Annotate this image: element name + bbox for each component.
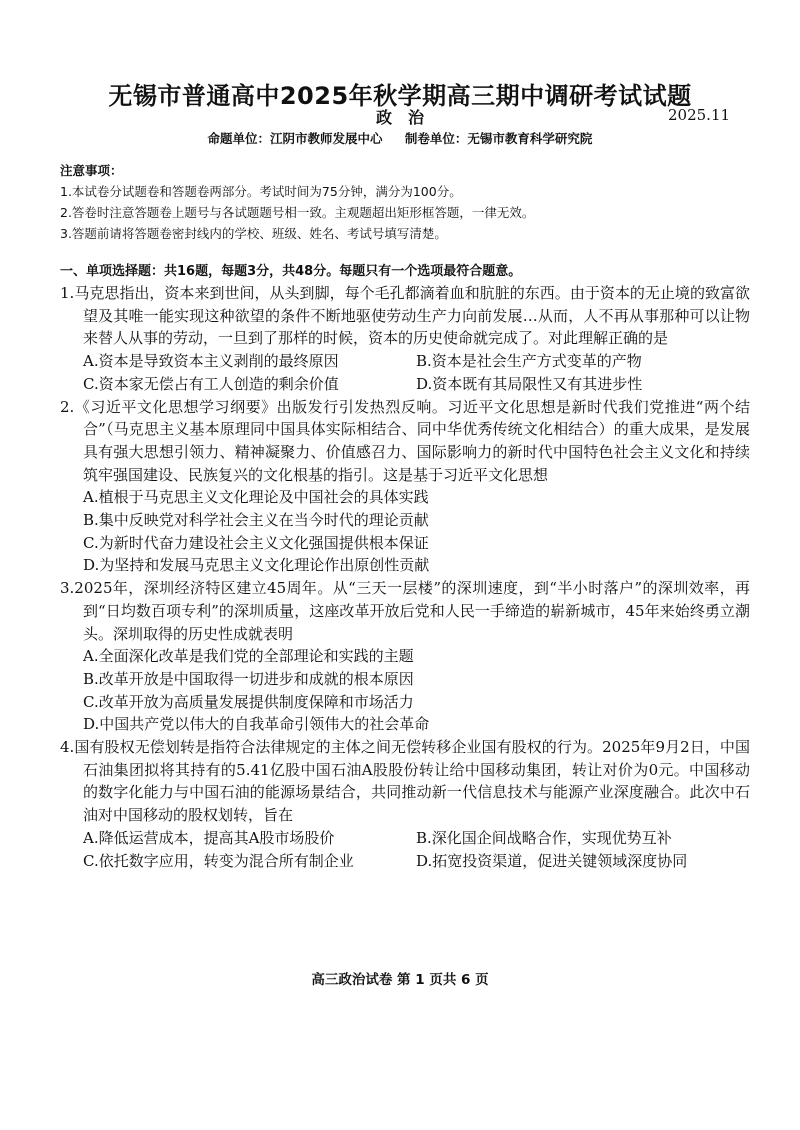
question-stem: 3.2025年，深圳经济特区建立45周年。从“三天一层楼”的深圳速度，到“半小时落户”的深圳效率，再到“日均数百项专利”的深圳质量，这座改革开放后党和人民一手缔造的崭新城市，45年来始终勇立潮头。深圳取得的历史性成就表明 xyxy=(60,579,750,643)
unit-producer: 制卷单位：无锡市教育科学研究院 xyxy=(404,131,593,146)
note-item: 1.本试卷分试题卷和答题卷两部分。考试时间为75分钟，满分为100分。 xyxy=(60,184,462,199)
exam-date: 2025.11 xyxy=(668,106,731,124)
option-c: C.资本家无偿占有工人创造的剩余价值 xyxy=(83,374,339,393)
question-stem: 4.国有股权无偿划转是指符合法律规定的主体之间无偿转移企业国有股权的行为。2025年9月2日，中国石油集团拟将其持有的5.41亿股中国石油A股股份转让给中国移动集团，转让对价为0元。中国移动的数字化能力与中国石油的能源场景结合，共同推动新一代信息技术与能源产业深度融合。此次中石油对中国移动的股权划转，旨在 xyxy=(60,738,750,825)
option-d: D.资本既有其局限性又有其进步性 xyxy=(416,374,643,393)
question-options xyxy=(60,645,750,736)
question-4 xyxy=(60,736,750,872)
section-heading: 一、单项选择题：共16题，每题3分，共48分。每题只有一个选项最符合题意。 xyxy=(60,264,522,279)
question-1 xyxy=(60,282,750,396)
option-d: D.拓宽投资渠道，促进关键领域深度协同 xyxy=(416,851,688,870)
option-b: B.深化国企间战略合作，实现优势互补 xyxy=(416,828,672,847)
option-a: A.资本是导致资本主义剥削的最终原因 xyxy=(83,352,339,371)
option-d: D.为坚持和发展马克思主义文化理论作出原创性贡献 xyxy=(83,556,430,575)
option-c: C.依托数字应用，转变为混合所有制企业 xyxy=(83,851,354,870)
unit-proposer: 命题单位：江阴市教师发展中心 xyxy=(207,131,383,146)
notes-heading: 注意事项： xyxy=(60,163,123,178)
question-2 xyxy=(60,396,750,578)
option-d: D.中国共产党以伟大的自我革命引领伟大的社会革命 xyxy=(83,715,430,734)
question-stem: 2.《习近平文化思想学习纲要》出版发行引发热烈反响。习近平文化思想是新时代我们党推进“两个结合”（马克思主义基本原理同中国具体实际相结合、同中华优秀传统文化相结合）的重大成果，是发展具有强大思想引领力、精神凝聚力、价值感召力、国际影响力的新时代中国特色社会主义文化和持续筑牢强国建设、民族复兴的文化根基的指引。这是基于习近平文化思想 xyxy=(60,397,750,484)
question-stem: 1.马克思指出，资本来到世间，从头到脚，每个毛孔都滴着血和肮脏的东西。由于资本的无止境的致富欲望及其唯一能实现这种欲望的条件不断地驱使劳动生产力向前发展…从而，人不再从事那种可以让物来替人从事的劳动，一旦到了那样的时候，资本的历史使命就完成了。对此理解正确的是 xyxy=(60,284,750,348)
exam-units xyxy=(0,129,800,147)
option-b: B.集中反映党对科学社会主义在当今时代的理论贡献 xyxy=(83,511,429,530)
note-item: 2.答卷时注意答题卷上题号与各试题题号相一致。主观题超出矩形框答题，一律无效。 xyxy=(60,205,535,220)
page-footer: 高三政治试卷 第 1 页共 6 页 xyxy=(311,972,489,988)
exam-subject: 政 治 xyxy=(375,108,424,127)
option-a: A.降低运营成本，提高其A股市场股价 xyxy=(83,828,335,847)
note-item: 3.答题前请将答题卷密封线内的学校、班级、姓名、考试号填写清楚。 xyxy=(60,226,447,241)
notes-block xyxy=(60,160,750,244)
option-c: C.改革开放为高质量发展提供制度保障和市场活力 xyxy=(83,692,414,711)
question-options xyxy=(60,486,750,577)
option-a: A.全面深化改革是我们党的全部理论和实践的主题 xyxy=(83,647,414,666)
question-3 xyxy=(60,577,750,736)
exam-title: 无锡市普通高中2025年秋学期高三期中调研考试试题 xyxy=(108,82,692,110)
option-b: B.改革开放是中国取得一切进步和成就的根本原因 xyxy=(83,669,414,688)
option-c: C.为新时代奋力建设社会主义文化强国提供根本保证 xyxy=(83,533,429,552)
question-list xyxy=(60,282,750,872)
question-options xyxy=(60,827,750,872)
option-a: A.植根于马克思主义文化理论及中国社会的具体实践 xyxy=(83,488,429,507)
option-b: B.资本是社会生产方式变革的产物 xyxy=(416,352,642,371)
question-options xyxy=(60,350,750,395)
